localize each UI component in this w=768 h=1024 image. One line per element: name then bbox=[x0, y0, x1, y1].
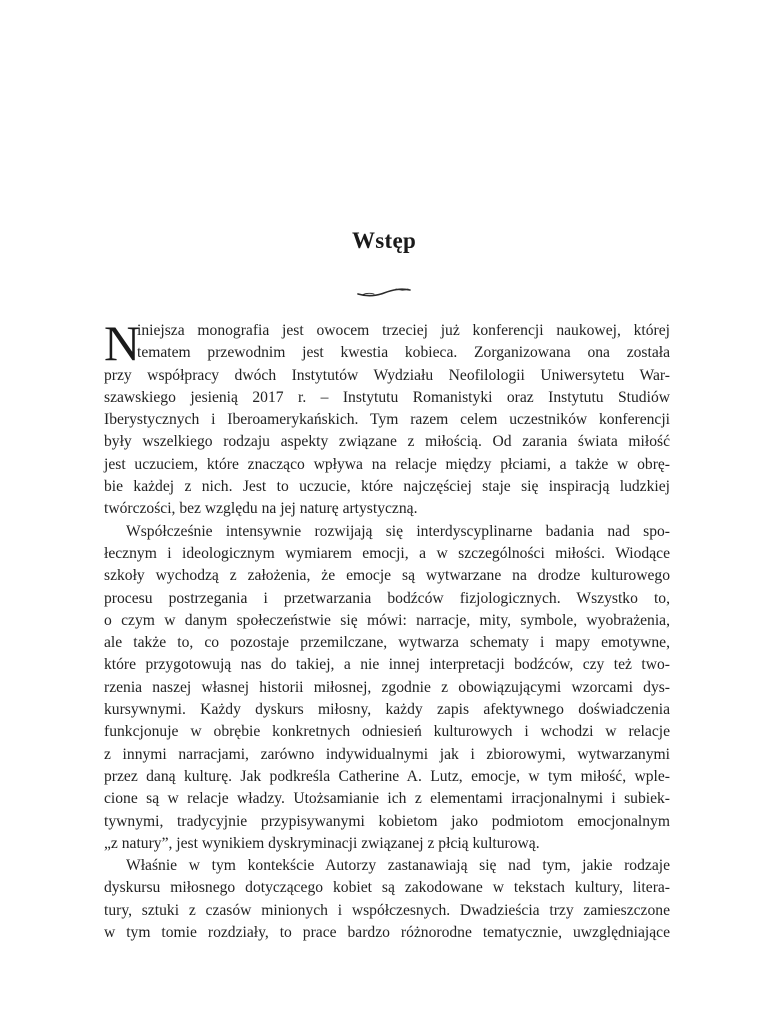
paragraph-1 bbox=[104, 315, 670, 521]
body-text bbox=[104, 315, 670, 944]
text-line: jest uczuciem, które znacząco wpływa na relacje między płciami, a także w obrę- bbox=[104, 455, 670, 473]
text-line: w tym tomie rozdziały, to prace bardzo różnorodne tematycznie, uwzględniające bbox=[104, 924, 670, 942]
text-line: szkoły wychodzą z założenia, że emocje są wytwarzane na drodze kulturowego bbox=[104, 567, 670, 585]
text-line: tywnymi, tradycyjnie przypisywanymi kobietom jako podmiotom emocjonalnym bbox=[104, 812, 670, 830]
text-line: rzenia naszej własnej historii miłosnej, zgodnie z obowiązującymi wzorcami dys- bbox=[104, 678, 670, 696]
flourish-divider-icon bbox=[356, 285, 412, 299]
text-line: cione są w relacje władzy. Utożsamianie ich z elementami irracjonalnymi i subiek- bbox=[104, 790, 670, 808]
paragraph-3 bbox=[104, 855, 670, 944]
text-line: bie każdej z nich. Jest to uczucie, które najczęściej staje się inspiracją ludzkiej bbox=[104, 478, 670, 496]
text-line: kursywnymi. Każdy dyskurs miłosny, każdy zapis afektywnego doświadczenia bbox=[104, 701, 670, 719]
text-line: procesu postrzegania i przetwarzania bodźców fizjologicznych. Wszystko to, bbox=[104, 589, 670, 607]
text-line: iniejsza monografia jest owocem trzeciej już konferencji naukowej, której bbox=[137, 322, 670, 339]
chapter-title: Wstęp bbox=[351, 228, 417, 253]
text-line: ale także to, co pozostaje przemilczane, wytwarza schematy i mapy emotywne, bbox=[104, 634, 670, 652]
text-line: dyskursu miłosnego dotyczącego kobiet są zakodowane w tekstach kultury, litera- bbox=[104, 879, 670, 897]
paragraph-2 bbox=[104, 521, 670, 855]
text-line: tematem przewodnim jest kwestia kobieca. Zorganizowana ona została bbox=[137, 344, 670, 362]
text-line: z innymi narracjami, zarówno indywidualnymi jak i zbiorowymi, wytwarzanymi bbox=[104, 745, 670, 763]
text-line: funkcjonuje w obrębie konkretnych odniesień kulturowych i wchodzi w relacje bbox=[104, 723, 670, 741]
text-line: tury, sztuki z czasów minionych i współczesnych. Dwadzieścia trzy zamieszczone bbox=[104, 901, 670, 919]
drop-cap: N bbox=[104, 315, 141, 371]
text-line: były wszelkiego rodzaju aspekty związane z miłością. Od zarania świata miłość bbox=[104, 433, 670, 451]
text-line: łecznym i ideologicznym wymiarem emocji, a w szczególności miłości. Wiodące bbox=[104, 544, 670, 562]
text-line: Właśnie w tym kontekście Autorzy zastanawiają się nad tym, jakie rodzaje bbox=[126, 857, 670, 875]
text-line: o czym w danym społeczeństwie się mówi: narracje, mity, symbole, wyobrażenia, bbox=[104, 611, 670, 629]
text-line: Iberystycznych i Iberoamerykańskich. Tym razem celem uczestników konferencji bbox=[104, 411, 670, 429]
text-line: twórczości, bez względu na jej naturę artystyczną. bbox=[104, 500, 418, 518]
text-line: szawskiego jesienią 2017 r. – Instytutu Romanistyki oraz Instytutu Studiów bbox=[104, 388, 670, 406]
text-line: „z natury”, jest wynikiem dyskryminacji związanej z płcią kulturową. bbox=[104, 834, 540, 852]
text-line: Współcześnie intensywnie rozwijają się interdyscyplinarne badania nad spo- bbox=[126, 522, 670, 540]
text-line: które przygotowują nas do takiej, a nie innej interpretacji bodźców, czy też two- bbox=[104, 656, 670, 674]
text-line: przez daną kulturę. Jak podkreśla Catherine A. Lutz, emocje, w tym miłość, wple- bbox=[104, 767, 670, 785]
text-line: przy współpracy dwóch Instytutów Wydziału Neofilologii Uniwersytetu War- bbox=[104, 366, 670, 384]
